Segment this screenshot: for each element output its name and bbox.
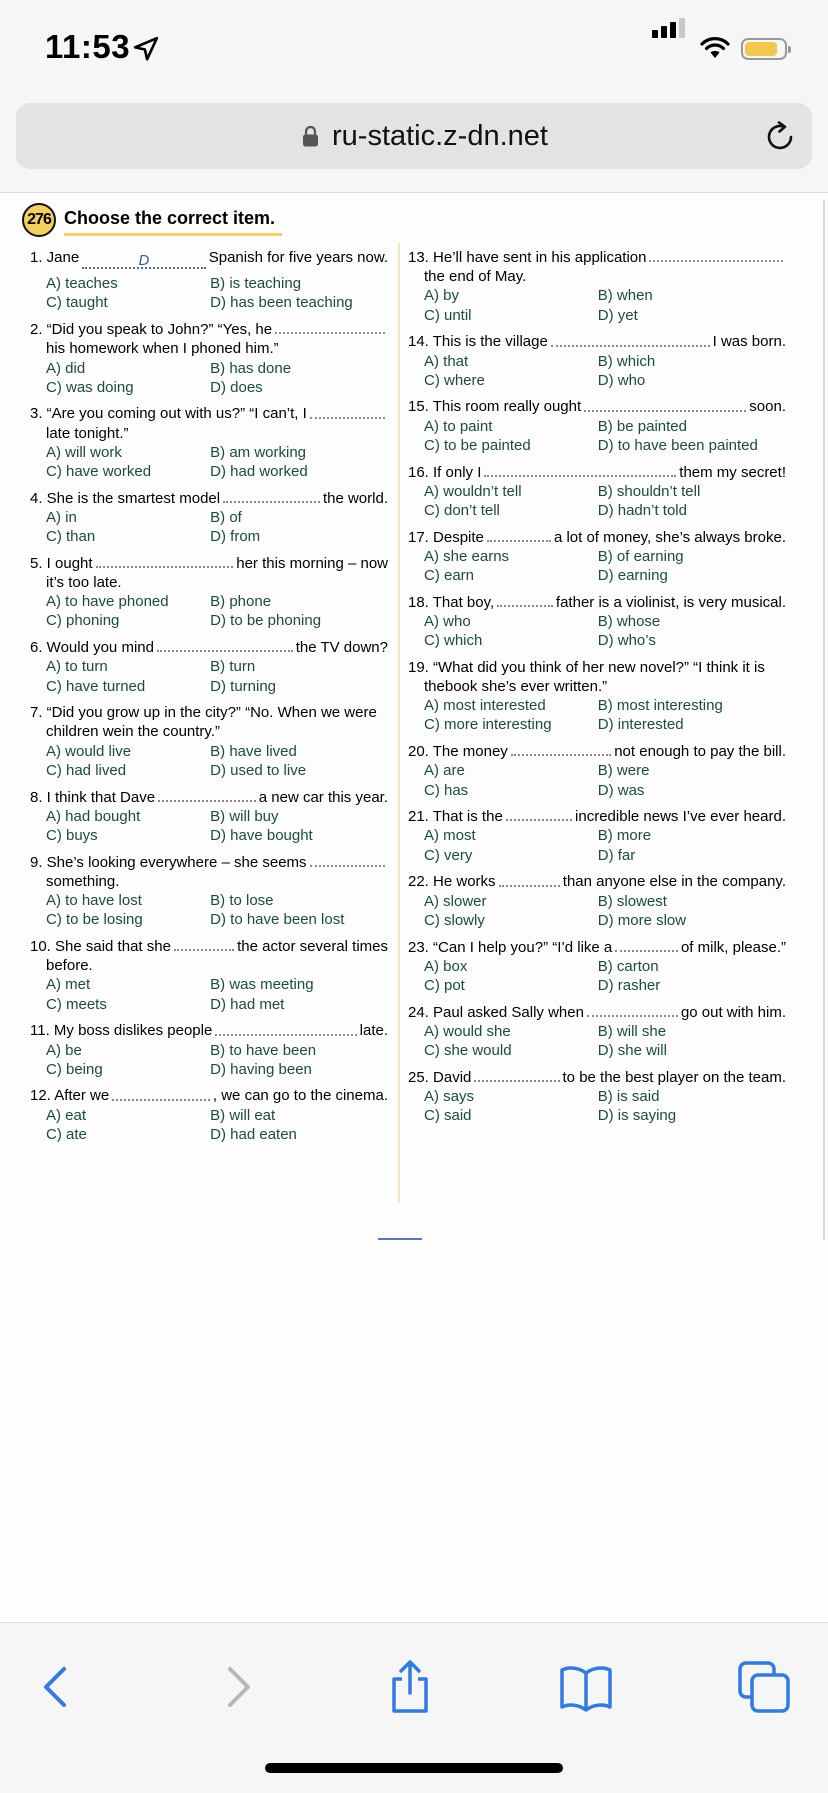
answer-options — [408, 612, 786, 650]
question-stem — [408, 872, 786, 891]
answer-option: D) having been — [210, 1060, 312, 1078]
back-icon[interactable] — [30, 1659, 86, 1715]
question-item — [30, 638, 388, 696]
answer-option: A) to paint — [424, 417, 493, 435]
question-item — [408, 528, 786, 586]
question-stem-continued — [30, 722, 388, 741]
answer-option: B) were — [597, 762, 650, 780]
question-text: 12. After we — [30, 1087, 110, 1105]
answer-option: A) wouldn’t tell — [424, 482, 522, 500]
answer-option: D) more slow — [597, 911, 687, 929]
question-item — [30, 1021, 388, 1079]
question-text: the TV down? — [295, 639, 388, 657]
question-text: to be the best player on the team. — [562, 1068, 786, 1086]
question-text: her this morning – now — [236, 554, 388, 572]
answer-options — [30, 657, 388, 695]
question-text: 22. He works — [408, 873, 496, 891]
answer-option: A) in — [46, 508, 77, 526]
question-text: a lot of money, she’s always broke. — [553, 528, 786, 546]
forward-icon[interactable] — [208, 1659, 264, 1715]
answer-option: D) to be phoning — [210, 612, 322, 630]
question-stem — [30, 320, 388, 339]
answer-option: B) to have been — [210, 1041, 317, 1059]
question-text: 6. Would you mind — [30, 639, 154, 657]
answer-option: D) does — [210, 378, 263, 396]
answer-option: B) have lived — [210, 742, 297, 760]
answer-option: D) from — [210, 528, 261, 546]
answer-blank — [584, 397, 746, 411]
reload-icon[interactable] — [764, 120, 796, 152]
answer-options — [408, 696, 786, 734]
answer-option: B) will she — [597, 1022, 667, 1040]
question-stem-continued — [30, 424, 388, 443]
lock-icon — [302, 125, 319, 147]
question-item — [408, 397, 786, 455]
answer-option: A) who — [424, 612, 471, 630]
question-text: 14. This is the village — [408, 333, 548, 351]
question-stem — [408, 397, 786, 416]
answer-option: C) phoning — [46, 612, 120, 630]
answer-option: A) to have lost — [46, 892, 142, 910]
question-stem — [30, 937, 388, 956]
answer-option: A) would she — [424, 1022, 511, 1040]
question-stem — [30, 404, 388, 423]
question-item — [408, 463, 786, 521]
question-text: than anyone else in the company. — [562, 873, 786, 891]
answer-option: B) was meeting — [210, 976, 314, 994]
question-stem — [30, 248, 388, 274]
answer-options — [30, 742, 388, 780]
answer-options — [30, 274, 388, 312]
answer-option: B) shouldn’t tell — [597, 482, 701, 500]
answer-option: A) box — [424, 957, 468, 975]
question-stem — [408, 1068, 786, 1087]
answer-option: C) was doing — [46, 378, 134, 396]
question-text: 1. Jane — [30, 249, 80, 266]
right-question-column — [408, 248, 786, 1125]
answer-option: B) whose — [597, 612, 661, 630]
answer-blank — [511, 742, 611, 756]
question-stem — [30, 1086, 388, 1105]
question-text: 7. “Did you grow up in the city?” “No. When we were — [30, 704, 377, 722]
question-stem — [408, 742, 786, 761]
question-item — [30, 937, 388, 1014]
answer-blank — [499, 872, 560, 886]
exercise-number-badge: 276 — [22, 203, 56, 237]
answer-option: D) turning — [210, 677, 277, 695]
question-stem — [30, 788, 388, 807]
question-text: 19. “What did you think of her new novel?” “I think it is — [408, 658, 765, 676]
page-edge — [823, 200, 825, 1240]
answer-option: B) turn — [210, 658, 256, 676]
answer-option: C) ate — [46, 1125, 87, 1143]
tabs-icon[interactable] — [736, 1659, 792, 1715]
answer-option: A) she earns — [424, 547, 510, 565]
answer-option: A) eat — [46, 1106, 87, 1124]
question-item — [408, 1003, 786, 1061]
question-text: , we can go to the cinema. — [212, 1087, 388, 1105]
question-text: late. — [359, 1022, 388, 1040]
question-text: 20. The money — [408, 743, 508, 761]
status-time: 11:53 — [45, 28, 131, 65]
question-text: the world. — [322, 489, 388, 507]
answer-options — [408, 826, 786, 864]
answer-blank — [174, 937, 234, 951]
answer-option: B) be painted — [597, 417, 687, 435]
question-text: the end of May. — [424, 268, 527, 286]
question-text: 23. “Can I help you?” “I’d like a — [408, 938, 613, 956]
answer-option: C) she would — [424, 1042, 512, 1060]
answer-option: D) rasher — [597, 976, 661, 994]
answer-option: A) slower — [424, 892, 487, 910]
question-text: 21. That is the — [408, 808, 503, 826]
bookmarks-icon[interactable] — [558, 1659, 614, 1715]
status-bar — [0, 0, 828, 100]
question-stem — [408, 332, 786, 351]
answer-option: A) would live — [46, 742, 132, 760]
answer-option: D) have bought — [210, 826, 313, 844]
question-stem — [408, 528, 786, 547]
answer-option: D) hadn’t told — [597, 501, 687, 519]
question-text: soon. — [749, 398, 786, 416]
answer-option: A) are — [424, 762, 465, 780]
question-text: something. — [46, 872, 120, 890]
title-underline — [64, 233, 282, 236]
question-stem-continued — [30, 339, 388, 358]
question-stem-continued — [408, 267, 786, 286]
question-text: Spanish for five years now. — [208, 249, 388, 266]
question-text: of milk, please.” — [680, 938, 786, 956]
answer-option: D) had met — [210, 995, 285, 1013]
question-stem — [30, 554, 388, 573]
question-item — [30, 404, 388, 481]
question-stem-continued — [408, 677, 786, 696]
question-item — [30, 248, 388, 313]
question-text: 5. I ought — [30, 554, 93, 572]
answer-option: C) buys — [46, 826, 98, 844]
question-item — [30, 320, 388, 397]
question-item — [408, 938, 786, 996]
answer-option: C) which — [424, 632, 483, 650]
question-item — [408, 248, 786, 325]
answer-options — [408, 352, 786, 390]
answer-option: C) meets — [46, 995, 107, 1013]
question-text: in the country.” — [121, 723, 220, 741]
answer-option: A) met — [46, 976, 91, 994]
answer-option: D) interested — [597, 716, 684, 734]
answer-options — [408, 1022, 786, 1060]
question-item — [408, 872, 786, 930]
question-text: 4. She is the smartest model — [30, 489, 221, 507]
exercise-title: Choose the correct item. — [64, 208, 276, 228]
answer-option: D) to have been lost — [210, 911, 345, 929]
question-stem — [30, 1021, 388, 1040]
answer-blank — [587, 1003, 678, 1017]
answer-option: C) pot — [424, 976, 465, 994]
question-text: before. — [46, 957, 93, 975]
answer-option: B) which — [597, 352, 656, 370]
question-item — [30, 1086, 388, 1144]
answer-blank — [310, 404, 385, 418]
question-item — [408, 742, 786, 800]
address-bar[interactable] — [16, 103, 812, 169]
question-text: late tonight.” — [46, 424, 129, 442]
handwritten-answer: D — [138, 252, 150, 269]
question-stem — [408, 807, 786, 826]
question-stem-continued — [30, 573, 388, 592]
question-item — [30, 703, 388, 780]
answer-blank — [551, 332, 710, 346]
answer-option: B) carton — [597, 957, 659, 975]
answer-option: B) of — [210, 508, 242, 526]
answer-option: B) am working — [210, 443, 307, 461]
battery-icon — [741, 38, 787, 60]
answer-option: A) to turn — [46, 658, 108, 676]
question-text: 9. She’s looking everywhere – she seems — [30, 853, 307, 871]
answer-options — [30, 1041, 388, 1079]
answer-options — [30, 443, 388, 481]
question-text: a new car this year. — [258, 788, 388, 806]
answer-option: B) is teaching — [210, 275, 302, 293]
question-text: it’s too late. — [46, 574, 122, 592]
question-text: children we — [46, 723, 122, 741]
answer-options — [30, 1106, 388, 1144]
question-text: I was born. — [712, 333, 786, 351]
question-stem-continued — [30, 956, 388, 975]
answer-option: A) to have phoned — [46, 593, 169, 611]
question-text: father is a violinist, is very musical. — [555, 593, 786, 611]
answer-option: D) had eaten — [210, 1125, 297, 1143]
answer-blank — [497, 593, 553, 607]
location-arrow-icon — [133, 36, 159, 62]
question-stem — [30, 638, 388, 657]
answer-option: A) did — [46, 359, 86, 377]
answer-options — [408, 1087, 786, 1125]
question-stem — [30, 489, 388, 508]
answer-option: B) to lose — [210, 892, 274, 910]
answer-option: C) don’t tell — [424, 501, 500, 519]
question-stem — [408, 658, 786, 677]
answer-blank — [474, 1068, 559, 1082]
answer-option: B) has done — [210, 359, 292, 377]
answer-option: D) was — [597, 781, 645, 799]
question-item — [408, 658, 786, 735]
answer-option: B) more — [597, 827, 652, 845]
question-text: go out with him. — [680, 1003, 786, 1021]
question-item — [408, 1068, 786, 1126]
url-text: ru-static.z-dn.net — [332, 120, 548, 152]
answer-blank — [96, 554, 234, 568]
answer-option: D) yet — [597, 306, 638, 324]
answer-option: C) to be painted — [424, 436, 531, 454]
answer-options — [408, 482, 786, 520]
answer-option: A) most — [424, 827, 476, 845]
answer-blank — [157, 638, 293, 652]
answer-option: B) when — [597, 287, 653, 305]
home-indicator — [265, 1763, 563, 1773]
answer-options — [408, 286, 786, 324]
answer-option: D) is saying — [597, 1107, 677, 1125]
answer-options — [408, 957, 786, 995]
answer-options — [30, 508, 388, 546]
question-text: 17. Despite — [408, 528, 484, 546]
answer-option: D) who — [597, 371, 646, 389]
question-text: incredible news I’ve ever heard. — [575, 808, 786, 826]
question-item — [408, 332, 786, 390]
column-divider — [398, 243, 400, 1203]
answer-options — [30, 592, 388, 630]
wifi-icon — [700, 36, 730, 60]
question-text: book she’s ever written.” — [444, 678, 608, 696]
answer-options — [30, 359, 388, 397]
answer-option: D) had worked — [210, 463, 308, 481]
answer-blank — [112, 1086, 210, 1100]
question-stem — [30, 853, 388, 872]
question-text: the — [424, 678, 445, 696]
answer-option: A) says — [424, 1087, 475, 1105]
answer-option: C) taught — [46, 294, 108, 312]
question-text: 25. David — [408, 1068, 472, 1086]
question-text: 11. My boss dislikes people — [30, 1022, 213, 1040]
answer-option: D) she will — [597, 1042, 667, 1060]
answer-blank — [223, 489, 320, 503]
answer-option: C) to be losing — [46, 911, 143, 929]
answer-option: C) have turned — [46, 677, 146, 695]
answer-options — [408, 547, 786, 585]
answer-blank — [82, 248, 206, 269]
question-text: 2. “Did you speak to John?” “Yes, he — [30, 321, 273, 339]
answer-option: C) had lived — [46, 761, 127, 779]
question-stem — [408, 1003, 786, 1022]
answer-option: C) than — [46, 528, 96, 546]
answer-options — [30, 807, 388, 845]
question-item — [30, 853, 388, 930]
answer-blank — [615, 938, 678, 952]
answer-option: C) until — [424, 306, 472, 324]
question-item — [408, 807, 786, 865]
answer-option: A) by — [424, 287, 460, 305]
answer-option: B) slowest — [597, 892, 667, 910]
answer-option: D) who’s — [597, 632, 656, 650]
answer-option: C) have worked — [46, 463, 152, 481]
answer-option: A) most interested — [424, 697, 546, 715]
question-text: 10. She said that she — [30, 938, 171, 955]
question-text: 8. I think that Dave — [30, 788, 156, 806]
answer-option: C) said — [424, 1107, 472, 1125]
question-text: them my secret! — [679, 463, 786, 481]
answer-option: C) where — [424, 371, 485, 389]
question-text: 24. Paul asked Sally when — [408, 1003, 584, 1021]
answer-blank — [487, 528, 551, 542]
question-text: 3. “Are you coming out with us?” “I can’t, I — [30, 405, 307, 423]
answer-option: B) will eat — [210, 1106, 276, 1124]
question-stem — [408, 248, 786, 267]
answer-option: D) has been teaching — [210, 294, 353, 312]
answer-option: C) slowly — [424, 911, 485, 929]
scroll-mark — [378, 1238, 422, 1240]
answer-blank — [484, 463, 676, 477]
answer-options — [30, 891, 388, 929]
answer-option: C) being — [46, 1060, 103, 1078]
answer-option: C) earn — [424, 567, 475, 585]
answer-options — [30, 975, 388, 1013]
question-stem-continued — [30, 872, 388, 891]
answer-options — [408, 761, 786, 799]
share-icon[interactable] — [382, 1659, 438, 1715]
answer-blank — [310, 853, 385, 867]
answer-options — [408, 417, 786, 455]
question-stem — [408, 593, 786, 612]
question-item — [30, 489, 388, 547]
answer-blank — [506, 807, 572, 821]
answer-option: A) teaches — [46, 275, 118, 293]
answer-option: C) has — [424, 781, 469, 799]
answer-blank — [215, 1021, 356, 1035]
answer-option: B) is said — [597, 1087, 660, 1105]
question-text: 18. That boy, — [408, 593, 495, 611]
question-text: his homework when I phoned him.” — [46, 340, 279, 358]
question-text: 13. He’ll have sent in his application — [408, 249, 647, 266]
answer-option: D) far — [597, 846, 636, 864]
question-text: 15. This room really ought — [408, 398, 582, 416]
answer-option: C) very — [424, 846, 473, 864]
question-text: not enough to pay the bill. — [614, 743, 786, 761]
answer-option: D) used to live — [210, 761, 307, 779]
question-item — [408, 593, 786, 651]
answer-option: B) phone — [210, 593, 272, 611]
answer-options — [408, 892, 786, 930]
question-stem — [408, 938, 786, 957]
question-text: the actor several times — [237, 938, 388, 955]
answer-option: B) most interesting — [597, 697, 723, 715]
question-stem — [30, 703, 388, 722]
answer-option: A) that — [424, 352, 469, 370]
answer-option: B) of earning — [597, 547, 684, 565]
answer-option: A) will work — [46, 443, 122, 461]
question-item — [30, 554, 388, 631]
question-stem — [408, 463, 786, 482]
answer-option: D) earning — [597, 567, 668, 585]
answer-option: A) had bought — [46, 807, 141, 825]
answer-option: B) will buy — [210, 807, 279, 825]
answer-blank — [649, 248, 783, 262]
question-text: 16. If only I — [408, 463, 482, 481]
question-item — [30, 788, 388, 846]
answer-option: D) to have been painted — [597, 436, 758, 454]
answer-option: A) be — [46, 1041, 82, 1059]
answer-option: C) more interesting — [424, 716, 552, 734]
answer-blank — [275, 320, 385, 334]
left-question-column — [30, 248, 388, 1144]
answer-blank — [158, 788, 256, 802]
